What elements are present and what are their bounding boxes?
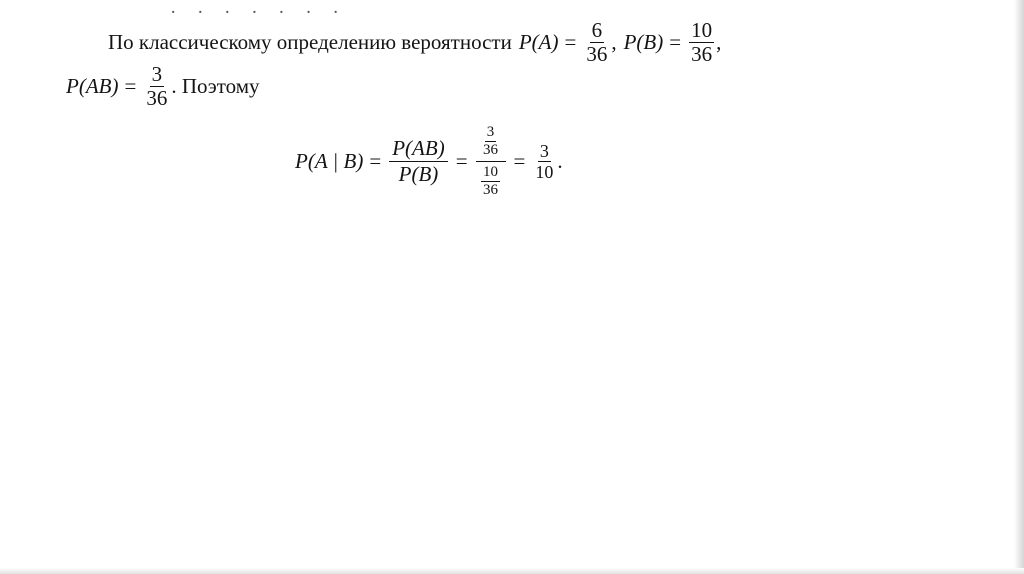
formula-lhs: P(A | B) <box>295 148 364 173</box>
pa-numerator: 6 <box>591 17 603 42</box>
definition-text: По классическому определению вероятности <box>108 29 512 54</box>
conditional-probability-formula <box>295 116 563 206</box>
pa-lhs: P(A) <box>518 29 559 54</box>
pa-fraction <box>584 19 609 66</box>
pa-denominator: 36 <box>586 41 608 66</box>
nested-bottom-fraction <box>481 164 500 199</box>
right-shadow-edge <box>1014 0 1024 574</box>
equals-sign: = <box>124 73 137 98</box>
result-denominator: 10 <box>535 161 554 182</box>
joint-probability-line <box>66 60 260 112</box>
pab-fraction <box>144 63 169 110</box>
pb-denominator: 36 <box>691 41 713 66</box>
equals-sign: = <box>669 29 682 54</box>
therefore-text: . Поэтому <box>171 73 260 98</box>
pb-fraction <box>689 19 714 66</box>
nested-top-denominator: 36 <box>483 141 499 158</box>
nested-bottom-denominator: 36 <box>483 181 499 198</box>
ratio-fraction <box>389 136 447 187</box>
pb-lhs: P(B) <box>623 29 664 54</box>
nested-bottom-numerator: 10 <box>483 163 499 180</box>
clipped-text <box>170 8 370 16</box>
equals-sign: = <box>513 148 526 173</box>
bottom-shadow-edge <box>0 568 1024 574</box>
comma: , <box>716 29 722 54</box>
nested-top-fraction <box>481 124 500 159</box>
ratio-numerator: P(AB) <box>389 136 447 162</box>
pab-denominator: 36 <box>146 85 168 110</box>
result-fraction <box>533 141 555 182</box>
nested-fraction-bar <box>476 161 506 162</box>
pb-numerator: 10 <box>691 17 713 42</box>
period: . <box>557 148 563 173</box>
equals-sign: = <box>455 148 468 173</box>
nested-fraction <box>476 124 506 199</box>
equals-sign: = <box>369 148 382 173</box>
nested-top-numerator: 3 <box>486 123 495 140</box>
equals-sign: = <box>564 29 577 54</box>
result-numerator: 3 <box>539 140 549 161</box>
ratio-denominator: P(B) <box>398 161 439 186</box>
pab-lhs: P(AB) <box>66 73 119 98</box>
pab-numerator: 3 <box>151 61 163 86</box>
comma: , <box>611 29 617 54</box>
clipped-previous-line <box>170 8 370 16</box>
